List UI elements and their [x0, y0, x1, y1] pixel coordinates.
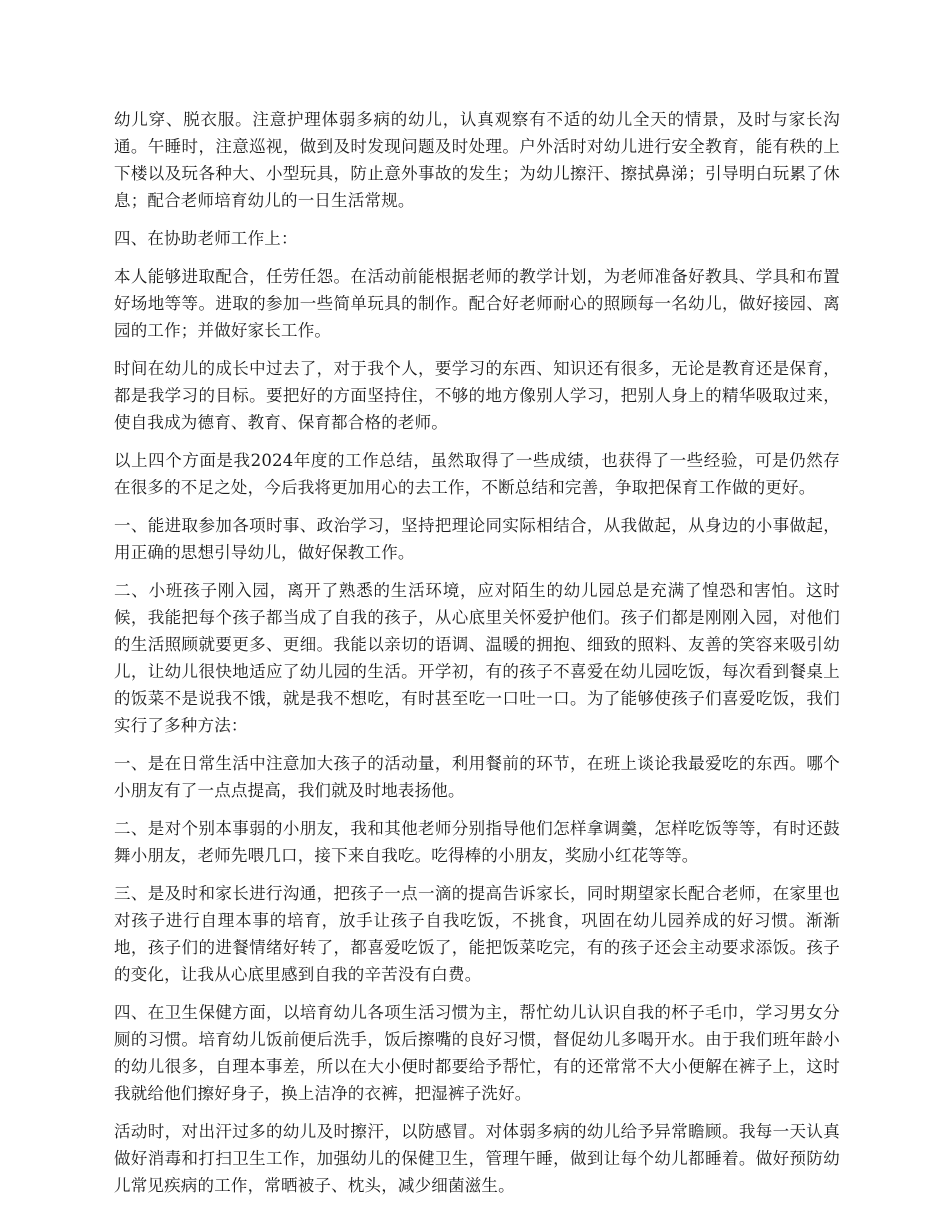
paragraph-hygiene: 四、在卫生保健方面，以培育幼儿各项生活习惯为主，帮忙幼儿认识自我的杯子毛巾，学习男女分厕的习惯。培育幼儿饭前便后洗手，饭后擦嘴的良好习惯，督促幼儿多喝开水。由于我们班年龄小的幼儿很多，自理本事差，所以在大小便时都要给予帮忙，有的还常常不大小便解在裤子上，这时我就给他们擦好身子，换上洁净的衣裤，把湿裤子洗好。: [114, 1003, 840, 1103]
paragraph-method-parents: 三、是及时和家长进行沟通，把孩子一点一滴的提高告诉家长，同时期望家长配合老师，在家里也对孩子进行自理本事的培育，放手让孩子自我吃饭，不挑食，巩固在幼儿园养成的好习惯。渐渐地，孩子们的进餐情绪好转了，都喜爱吃饭了，能把饭菜吃完，有的孩子还会主动要求添饭。孩子的变化，让我从心底里感到自我的辛苦没有白费。: [114, 884, 840, 984]
document-body: [114, 106, 840, 1210]
paragraph-learning-goals: 时间在幼儿的成长中过去了，对于我个人，要学习的东西、知识还有很多，无论是教育还是保育，都是我学习的目标。要把好的方面坚持住，不够的地方像别人学习，把别人身上的精华吸取过来，使自我成为德育、教育、保育都合格的老师。: [114, 359, 840, 432]
section-heading-assist-teacher: 四、在协助老师工作上：: [114, 229, 298, 248]
paragraph-method-guidance: 二、是对个别本事弱的小朋友，我和其他老师分别指导他们怎样拿调羹，怎样吃饭等等，有时还鼓舞小朋友，老师先喂几口，接下来自我吃。吃得棒的小朋友，奖励小红花等等。: [114, 819, 840, 865]
paragraph-method-activity: 一、是在日常生活中注意加大孩子的活动量，利用餐前的环节，在班上谈论我最爱吃的东西。哪个小朋友有了一点点提高，我们就及时地表扬他。: [114, 754, 840, 800]
paragraph-summary: 以上四个方面是我2024年度的工作总结，虽然取得了一些成绩，也获得了一些经验，可是仍然存在很多的不足之处，今后我将更加用心的去工作，不断总结和完善，争取把保育工作做的更好。: [114, 451, 840, 497]
paragraph-assist-teacher: 本人能够进取配合，任劳任怨。在活动前能根据老师的教学计划，为老师准备好教具、学具和布置好场地等等。进取的参加一些简单玩具的制作。配合好老师耐心的照顾每一名幼儿，做好接园、离园的工作；并做好家长工作。: [114, 267, 840, 340]
paragraph-new-children: 二、小班孩子刚入园，离开了熟悉的生活环境，应对陌生的幼儿园总是充满了惶恐和害怕。这时候，我能把每个孩子都当成了自我的孩子，从心底里关怀爱护他们。孩子们都是刚刚入园，对他们的生活照顾就要更多、更细。我能以亲切的语调、温暖的拥抱、细致的照料、友善的笑容来吸引幼儿，让幼儿很快地适应了幼儿园的生活。开学初，有的孩子不喜爱在幼儿园吃饭，每次看到餐桌上的饭菜不是说我不饿，就是我不想吃，有时甚至吃一口吐一口。为了能够使孩子们喜爱吃饭，我们实行了多种方法：: [114, 581, 840, 735]
paragraph-care-routine: 幼儿穿、脱衣服。注意护理体弱多病的幼儿，认真观察有不适的幼儿全天的情景，及时与家长沟通。午睡时，注意巡视，做到及时发现问题及时处理。户外活时对幼儿进行安全教育，能有秩的上下楼以及玩各种大、小型玩具，防止意外事故的发生；为幼儿擦汗、擦拭鼻涕；引导明白玩累了休息；配合老师培育幼儿的一日生活常规。: [114, 110, 840, 210]
paragraph-health-care: 活动时，对出汗过多的幼儿及时擦汗，以防感冒。对体弱多病的幼儿给予异常瞻顾。我每一天认真做好消毒和打扫卫生工作，加强幼儿的保健卫生，管理午睡，做到让每个幼儿都睡着。做好预防幼儿常见疾病的工作，常晒被子、枕头，减少细菌滋生。: [114, 1122, 840, 1195]
paragraph-political-study: 一、能进取参加各项时事、政治学习，坚持把理论同实际相结合，从我做起，从身边的小事做起，用正确的思想引导幼儿，做好保教工作。: [114, 516, 840, 562]
